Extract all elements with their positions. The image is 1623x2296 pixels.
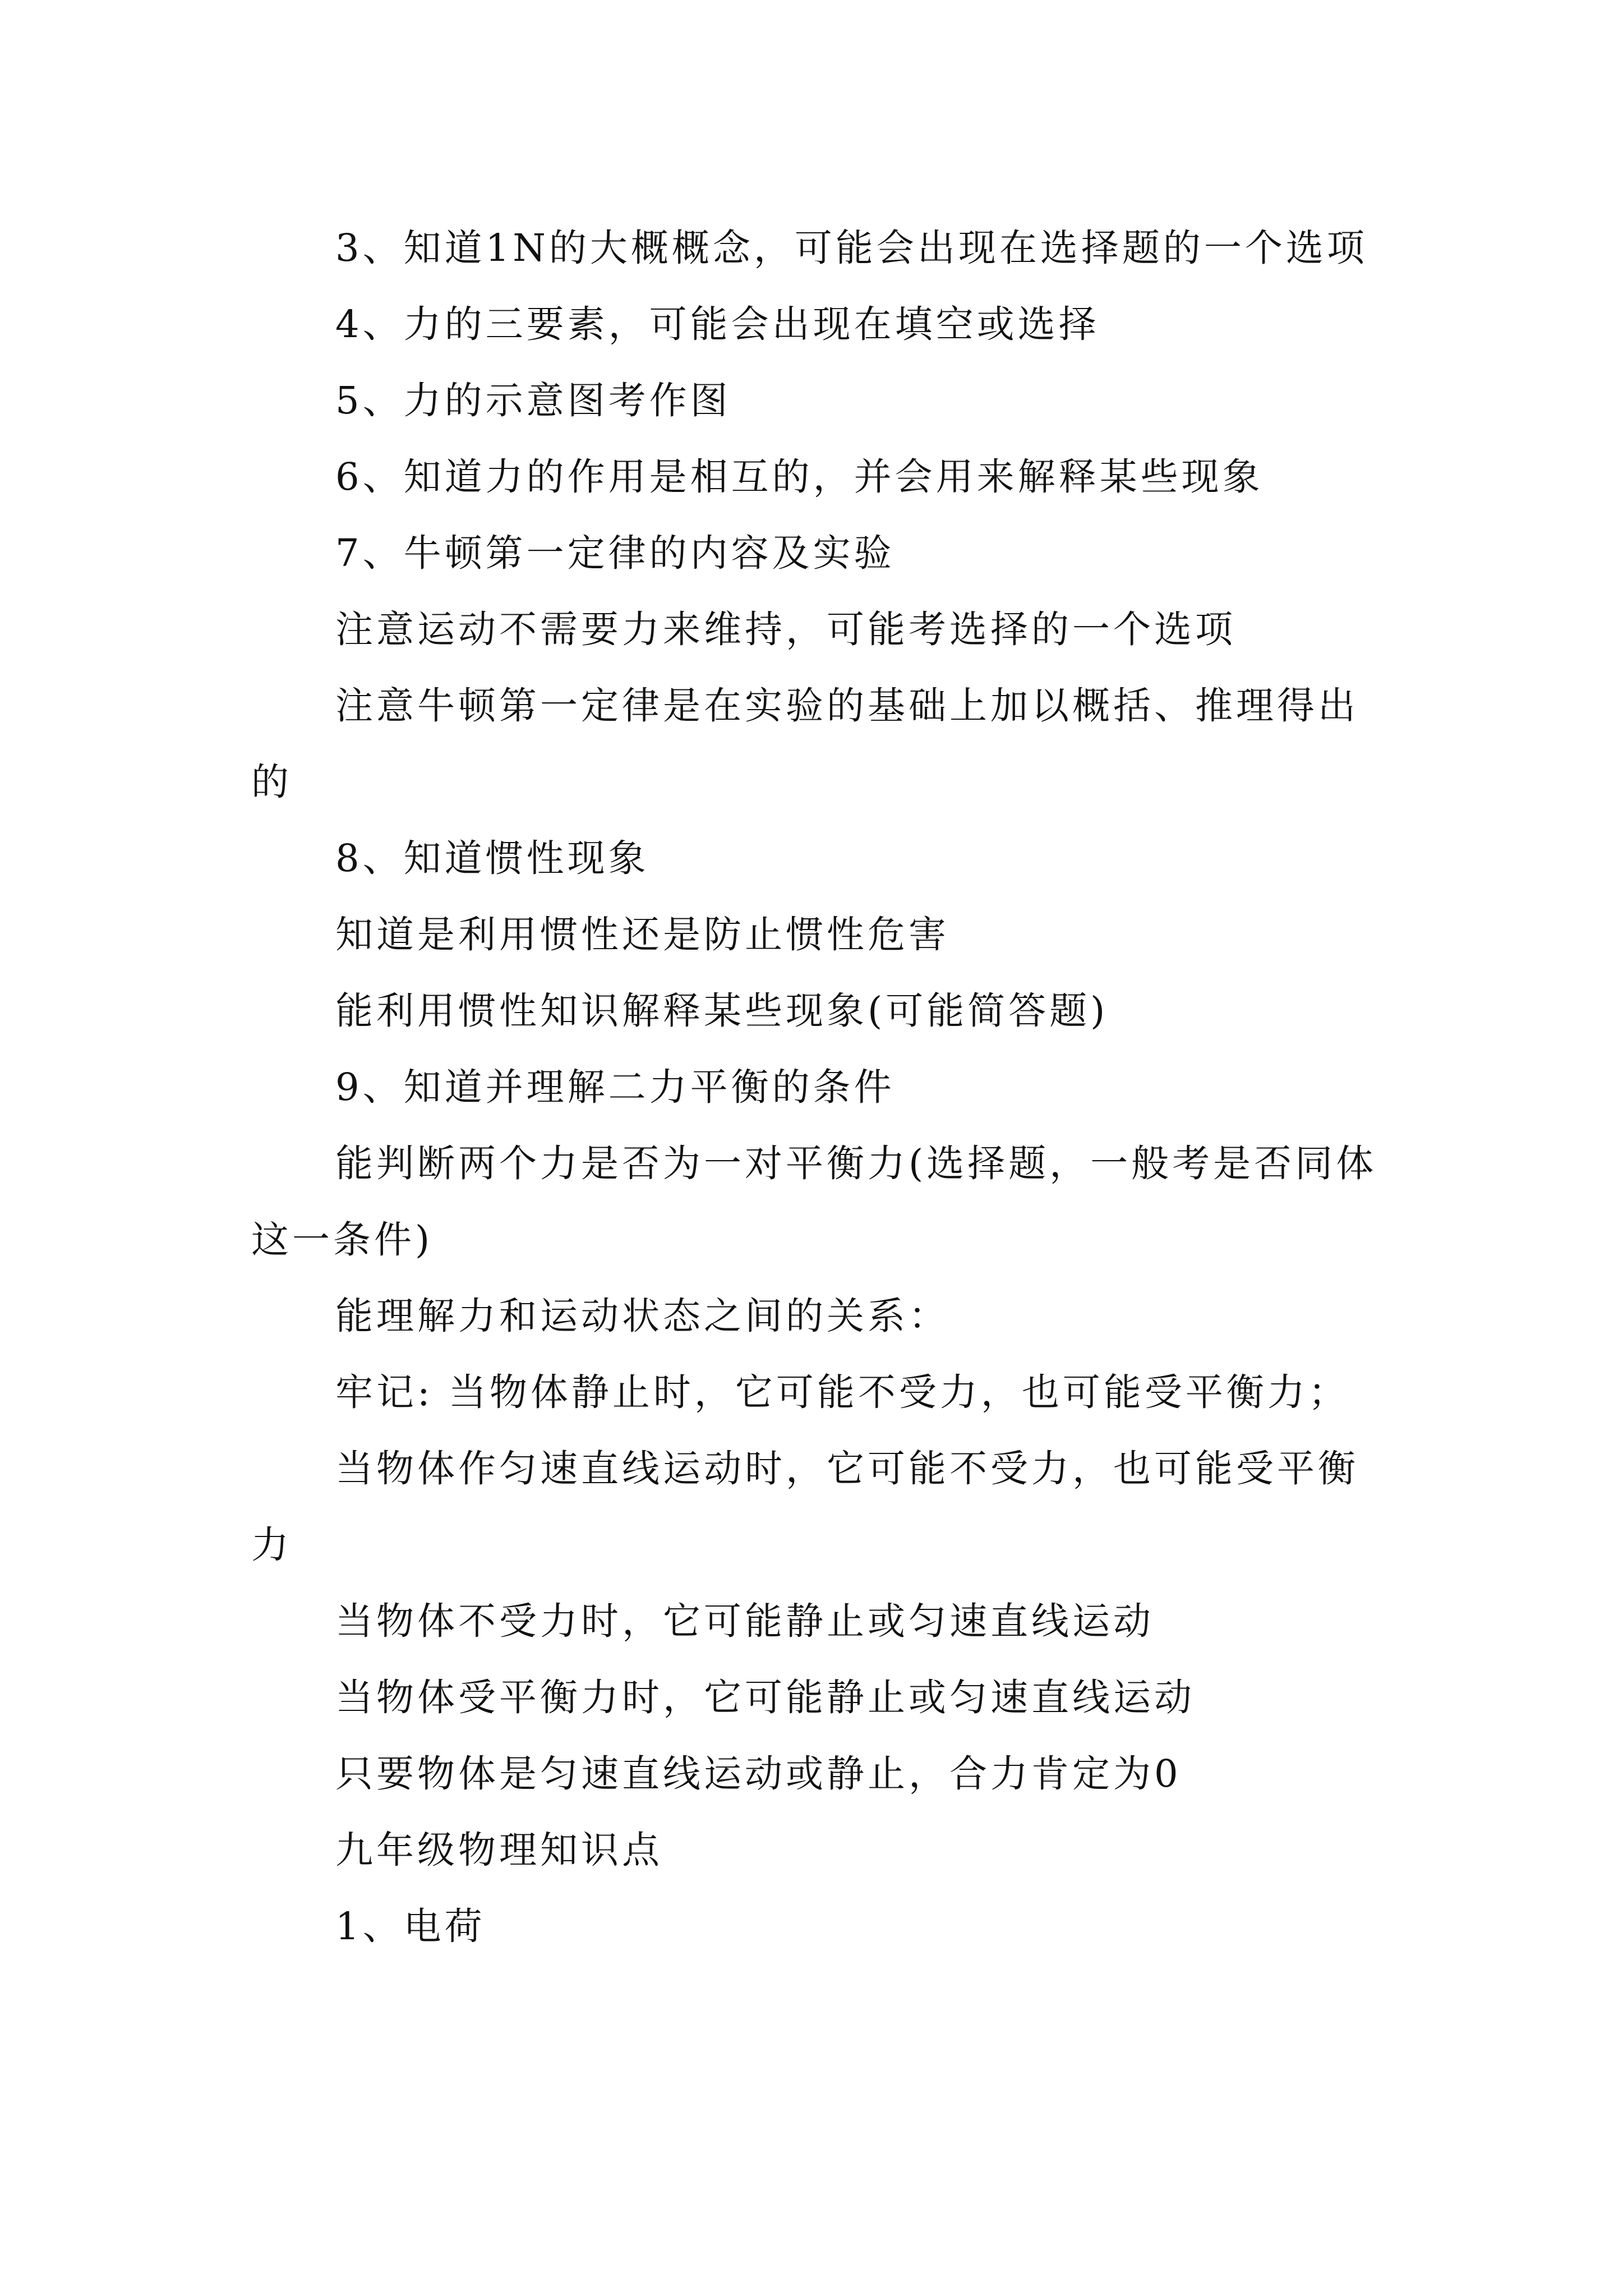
paragraph-remember-2: 当物体作匀速直线运动时，它可能不受力，也可能受平衡力: [251, 1447, 1359, 1567]
paragraph-item-5: 5、力的示意图考作图: [335, 379, 731, 422]
paragraph-balance-2: 能理解力和运动状态之间的关系：: [335, 1294, 949, 1338]
paragraph-item-7: 7、牛顿第一定律的内容及实验: [335, 531, 895, 575]
paragraph-balance-1: 能判断两个力是否为一对平衡力(选择题，一般考是否同体这一条件): [251, 1142, 1377, 1262]
paragraph-remember-3: 当物体不受力时，它可能静止或匀速直线运动: [335, 1599, 1154, 1643]
paragraph-note-2: 注意牛顿第一定律是在实验的基础上加以概括、推理得出的: [251, 684, 1359, 804]
paragraph-remember-4: 当物体受平衡力时，它可能静止或匀速直线运动: [335, 1676, 1195, 1719]
section-heading: 九年级物理知识点: [335, 1828, 663, 1872]
paragraph-charge: 1、电荷: [335, 1904, 486, 1948]
paragraph-inertia-1: 知道是利用惯性还是防止惯性危害: [335, 913, 949, 956]
paragraph-item-6: 6、知道力的作用是相互的，并会用来解释某些现象: [335, 455, 1264, 499]
paragraph-item-4: 4、力的三要素，可能会出现在填空或选择: [335, 302, 1100, 346]
paragraph-item-9: 9、知道并理解二力平衡的条件: [335, 1065, 895, 1109]
paragraph-remember-5: 只要物体是匀速直线运动或静止，合力肯定为0: [335, 1752, 1182, 1796]
paragraph-item-3: 3、知道1N的大概概念，可能会出现在选择题的一个选项: [335, 226, 1368, 270]
paragraph-item-8: 8、知道惯性现象: [335, 836, 649, 880]
document-body: [251, 210, 1393, 1964]
paragraph-inertia-2: 能利用惯性知识解释某些现象(可能简答题): [335, 989, 1109, 1033]
paragraph-note-1: 注意运动不需要力来维持，可能考选择的一个选项: [335, 608, 1236, 651]
paragraph-remember-1: 牢记: 当物体静止时，它可能不受力，也可能受平衡力；: [335, 1370, 1349, 1414]
